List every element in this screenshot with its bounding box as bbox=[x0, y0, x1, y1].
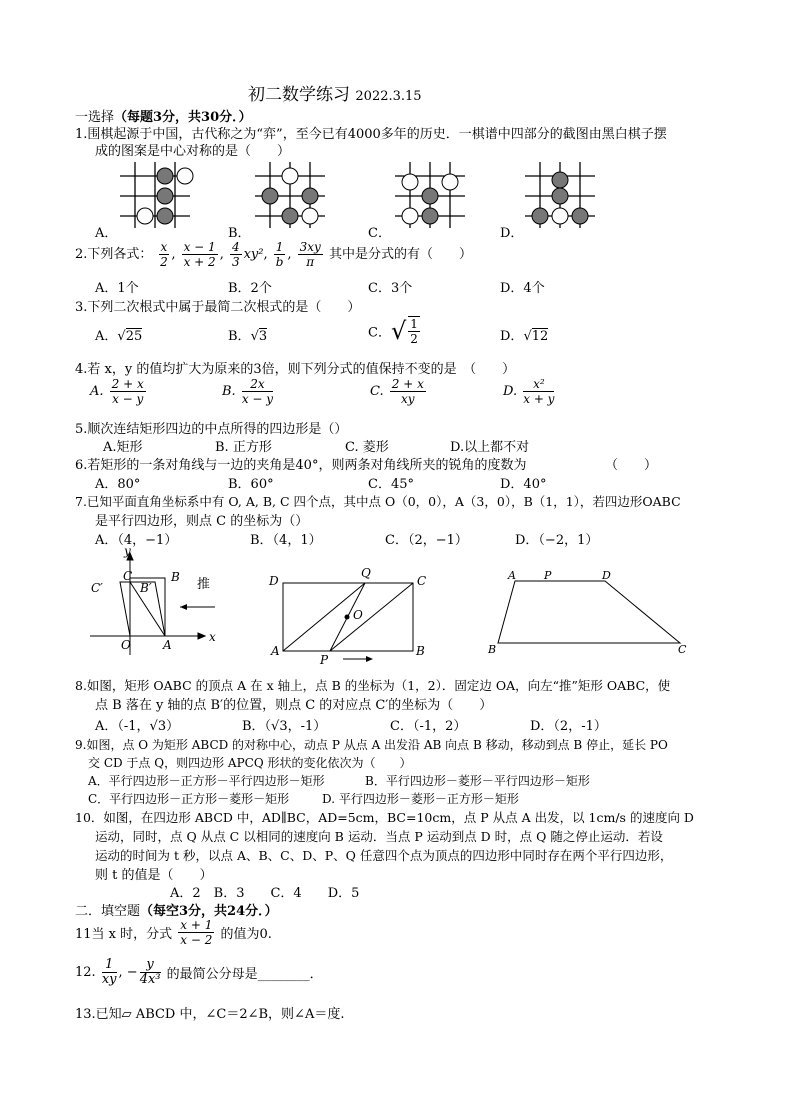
fig9-label-o: O bbox=[353, 608, 363, 622]
q1-option-c[interactable]: C． bbox=[368, 226, 391, 241]
q9-option-b[interactable]: B．平行四边形－菱形－平行四边形－矩形 bbox=[365, 774, 590, 788]
q4-option-c-label: C. bbox=[370, 384, 384, 399]
go-figure-a bbox=[120, 162, 193, 228]
q12 bbox=[75, 958, 323, 987]
q4-option-a-frac bbox=[110, 377, 146, 406]
q1-option-d[interactable]: D． bbox=[500, 226, 524, 241]
q9-option-d[interactable]: D. 平行四边形－菱形－正方形－矩形 bbox=[322, 792, 519, 806]
q11-num: x + 1 bbox=[180, 918, 213, 932]
go-figure-d bbox=[525, 162, 595, 228]
q2-option-a[interactable]: A．1个 bbox=[95, 281, 139, 296]
fig8-label-x: x bbox=[209, 630, 216, 644]
q3-option-b[interactable] bbox=[228, 325, 267, 344]
q4-option-d[interactable] bbox=[503, 377, 556, 406]
q2-term-4 bbox=[274, 240, 286, 269]
q10-line4: 则 t 的值是（ ） bbox=[95, 868, 213, 883]
q2-option-d[interactable]: D．4个 bbox=[500, 281, 545, 296]
q12-f2-num: y bbox=[140, 958, 161, 973]
q10-line1: 10．如图，在四边形 ABCD 中，AD∥BC，AD=5cm，BC=10cm，点 P 从点 A 出发，以 1cm/s 的速度向 D bbox=[75, 810, 694, 825]
arrow-right-icon bbox=[366, 656, 373, 662]
q6-option-a[interactable]: A．80° bbox=[95, 477, 141, 492]
q9-option-c[interactable]: C．平行四边形－正方形－菱形－矩形 bbox=[88, 792, 290, 806]
section-points: （每题3分，共30分．） bbox=[114, 110, 252, 125]
q4-option-b-frac bbox=[242, 377, 273, 406]
q3-option-c-den: 2 bbox=[410, 332, 418, 346]
q3-option-c-num: 1 bbox=[410, 317, 418, 331]
q4-option-b[interactable] bbox=[222, 377, 275, 406]
section-points: （每空3分，共24分．） bbox=[140, 904, 278, 919]
q8-option-d[interactable]: D．（2，-1） bbox=[530, 719, 607, 734]
q6-paren: （ ） bbox=[605, 458, 658, 473]
fig8-label-c: C bbox=[123, 569, 133, 583]
fig8-label-cprime: C′ bbox=[91, 581, 103, 595]
q12-frac-2 bbox=[140, 958, 161, 987]
q2-suffix: 其中是分式的有（ ） bbox=[328, 247, 472, 262]
q2-term-1-num: x bbox=[160, 240, 168, 254]
q7-option-d[interactable]: D．（−2，1） bbox=[515, 533, 599, 548]
q3-option-a-radicand: 25 bbox=[125, 329, 143, 344]
fig10-label-d: D bbox=[602, 569, 611, 582]
fig9-label-a: A bbox=[271, 644, 280, 658]
q2-term-2-den: x + 2 bbox=[183, 255, 216, 269]
q11-den: x − 2 bbox=[180, 933, 213, 947]
section-label: 二．填空题 bbox=[75, 904, 141, 919]
q2-term-3-num: 4 bbox=[231, 240, 240, 254]
sqrt-icon: √ bbox=[250, 329, 259, 344]
q3-option-c-label: C． bbox=[368, 325, 391, 341]
q12-frac-1 bbox=[102, 958, 117, 987]
sqrt-icon: √ bbox=[523, 329, 532, 344]
q4-c-den: xy bbox=[401, 392, 415, 406]
q2-term-1-den: 2 bbox=[160, 255, 168, 269]
title-text: 初二数学练习 bbox=[248, 85, 350, 105]
q4-b-den: x − y bbox=[241, 392, 274, 406]
q12-f1-num: 1 bbox=[102, 958, 117, 973]
q4-option-c[interactable] bbox=[370, 377, 428, 406]
q9-line2: 交 CD 于点 Q，则四边形 APCQ 形状的变化依次为（ ） bbox=[88, 756, 412, 770]
q3-stem: 3.下列二次根式中属于最简二次根式的是（ ） bbox=[75, 300, 361, 315]
q4-a-den: x − y bbox=[112, 392, 144, 406]
q4-d-num: x² bbox=[523, 377, 554, 392]
q12-prefix: 12. bbox=[75, 965, 96, 980]
q4-option-b-label: B. bbox=[222, 384, 236, 399]
fig9-label-d: D bbox=[269, 574, 279, 588]
q4-d-den: x + y bbox=[523, 392, 555, 406]
fig8-label-bprime: B′ bbox=[140, 581, 152, 595]
q9-option-a[interactable]: A．平行四边形－正方形－平行四边形－矩形 bbox=[88, 774, 325, 788]
fig10-label-a: A bbox=[508, 569, 516, 582]
q7-option-c[interactable]: C．（2，−1） bbox=[385, 533, 468, 548]
go-figure-c bbox=[395, 162, 465, 228]
q3-option-a[interactable] bbox=[95, 325, 142, 344]
q13: 13.已知▱ ABCD 中，∠C＝2∠B，则∠A＝度. bbox=[75, 1007, 345, 1022]
q3-option-a-label: A． bbox=[95, 329, 118, 344]
q7-option-b[interactable]: B．（4，1） bbox=[250, 533, 322, 548]
q9-line1: 9.如图，点 O 为矩形 ABCD 的对称中心，动点 P 从点 A 出发沿 AB 向点 B 移动，移动到点 B 停止，延长 PO bbox=[75, 738, 668, 752]
figure-q10 bbox=[480, 565, 690, 660]
q6-option-d[interactable]: D．40° bbox=[500, 477, 547, 492]
q8-line2: 点 B 落在 y 轴的点 B′的位置，则点 C 的对应点 C′的坐标为（ ） bbox=[95, 698, 493, 713]
q2-term-5 bbox=[298, 240, 323, 269]
sqrt-icon: √ bbox=[390, 317, 407, 345]
fig8-label-a: A bbox=[163, 638, 172, 652]
q7-line2: 是平行四边形，则点 C 的坐标为（） bbox=[95, 514, 309, 529]
q1-line1: 1.围棋起源于中国，古代称之为“弈”，至今已有4000多年的历史．一棋谱中四部分的截图由黑白棋子摆 bbox=[75, 127, 667, 142]
q5-option-a[interactable]: A.矩形 bbox=[103, 440, 143, 455]
q4-option-d-frac bbox=[523, 377, 554, 406]
q11-prefix: 11当 x 时，分式 bbox=[75, 927, 173, 942]
q5-stem: 5.顺次连结矩形四边的中点所得的四边形是（） bbox=[75, 422, 348, 437]
q10-options[interactable]: A．2 B．3 C．4 D．5 bbox=[170, 886, 360, 901]
q2-prefix: 2.下列各式： bbox=[75, 247, 153, 262]
q2-option-b[interactable]: B．2个 bbox=[228, 281, 272, 296]
q12-f2-den: 4x³ bbox=[139, 972, 161, 987]
q2-term-4-num: 1 bbox=[275, 240, 284, 254]
q2-term-2 bbox=[182, 240, 218, 269]
q3-option-d-label: D． bbox=[500, 329, 524, 344]
section-2-heading bbox=[75, 900, 278, 919]
title-date: 2022.3.15 bbox=[355, 89, 422, 104]
q6-option-b[interactable]: B．60° bbox=[228, 477, 274, 492]
q3-option-c[interactable] bbox=[368, 316, 422, 346]
q12-sep: , − bbox=[118, 965, 138, 980]
q11-frac bbox=[178, 918, 214, 947]
go-figure-b bbox=[255, 162, 325, 228]
q2-term-5-num: 3xy bbox=[299, 240, 321, 254]
q6-option-c[interactable]: C．45° bbox=[368, 477, 414, 492]
q1-line2: 成的图案是中心对称的是（ ） bbox=[95, 144, 291, 159]
q7-line1: 7.已知平面直角坐标系中有 O, A, B, C 四个点，其中点 O（0，0），A（3，0），B（1，1），若四边形OABC bbox=[75, 494, 681, 509]
q8-option-c[interactable]: C．（-1，2） bbox=[390, 719, 467, 734]
q4-option-c-frac bbox=[390, 377, 426, 406]
arrow-left-icon bbox=[180, 604, 187, 610]
q2-term-2-num: x − 1 bbox=[183, 240, 216, 254]
q3-option-b-label: B． bbox=[228, 329, 251, 344]
section-label: 一选择 bbox=[75, 110, 115, 125]
q5-option-c[interactable]: C. 菱形 bbox=[345, 440, 389, 455]
q7-option-a[interactable]: A．（4，−1） bbox=[95, 533, 178, 548]
q12-f1-den: xy bbox=[101, 972, 117, 987]
q2-term-3-den: 3 bbox=[231, 255, 240, 269]
fig10-label-c: C bbox=[678, 643, 687, 656]
q6-stem: 6.若矩形的一条对角线与一边的夹角是40°，则两条对角线所夹的锐角的度数为 bbox=[75, 458, 527, 473]
fig9-label-c: C bbox=[417, 574, 427, 588]
q12-suffix: 的最简公分母是________． bbox=[166, 967, 323, 982]
q4-option-a[interactable] bbox=[90, 377, 148, 406]
fig10-label-p: P bbox=[544, 569, 552, 582]
q2-term-3-tail: xy² bbox=[243, 247, 264, 262]
q2-term-1 bbox=[159, 240, 170, 269]
fig8-label-push: 推 bbox=[197, 577, 211, 592]
q4-option-d-label: D. bbox=[503, 384, 518, 399]
q5-option-d[interactable]: D.以上都不对 bbox=[450, 440, 530, 455]
q4-stem: 4.若 x，y 的值均扩大为原来的3倍，则下列分式的值保持不变的是 （ ） bbox=[75, 362, 516, 377]
q8-line1: 8.如图，矩形 OABC 的顶点 A 在 x 轴上，点 B 的坐标为（1，2）．固定边 OA，向左“推”矩形 OABC，使 bbox=[75, 678, 671, 693]
q4-b-num: 2x bbox=[242, 377, 273, 392]
q4-a-num: 2 + x bbox=[111, 377, 144, 391]
go-board-figures bbox=[110, 160, 710, 230]
q5-option-b[interactable]: B. 正方形 bbox=[215, 440, 272, 455]
sqrt-icon: √ bbox=[117, 329, 126, 344]
q8-option-b[interactable]: B．（√3，-1） bbox=[242, 719, 327, 734]
fig10-label-b: B bbox=[488, 643, 497, 656]
q10-line2: 运动，同时，点 Q 从点 C 以相同的速度向 B 运动．当点 P 运动到点 D 时，点 Q 随之停止运动．若设 bbox=[95, 829, 663, 844]
page-title bbox=[248, 80, 422, 105]
q2-term-5-den: π bbox=[306, 255, 315, 269]
q4-c-num: 2 + x bbox=[391, 377, 424, 391]
fig9-label-p: P bbox=[320, 653, 329, 667]
fig9-label-b: B bbox=[416, 644, 425, 658]
fig8-label-o: O bbox=[121, 638, 131, 652]
q1-option-b[interactable]: B． bbox=[228, 226, 251, 241]
q11-suffix: 的值为0. bbox=[220, 927, 272, 942]
q2-stem: 2.下列各式： $\frac{x}{2}$ , $\frac{x - 1}{x + 2}$ , $\frac{4}{3}$ xy², $\frac{1}{b}$ , $\frac{3xy}{\pi}$ 其中是分式的有（ ） bbox=[75, 240, 472, 269]
q10-line3: 运动的时间为 t 秒，以点 A、B、C、D、P、Q 任意四个点为顶点的四边形中同时存在两个平行四边形， bbox=[95, 848, 673, 863]
q1-option-a[interactable]: A． bbox=[95, 226, 118, 241]
q4-option-a-label: A. bbox=[90, 384, 104, 399]
q3-option-d[interactable] bbox=[500, 325, 548, 344]
q3-option-d-radicand: 12 bbox=[531, 329, 549, 344]
q8-option-a[interactable]: A．（-1，√3） bbox=[95, 719, 180, 734]
figure-q8 bbox=[85, 545, 225, 665]
q11 bbox=[75, 918, 272, 947]
q2-term-3 bbox=[230, 240, 242, 269]
figure-q9 bbox=[265, 565, 435, 670]
q3-option-b-radicand: 3 bbox=[258, 329, 268, 344]
q2-option-c[interactable]: C．3个 bbox=[368, 281, 413, 296]
fig9-label-q: Q bbox=[361, 566, 371, 580]
q2-term-4-den: b bbox=[275, 255, 284, 269]
q3-option-c-frac bbox=[408, 316, 420, 346]
fig8-label-b: B bbox=[171, 570, 180, 584]
fig8-label-y: y bbox=[124, 545, 131, 558]
